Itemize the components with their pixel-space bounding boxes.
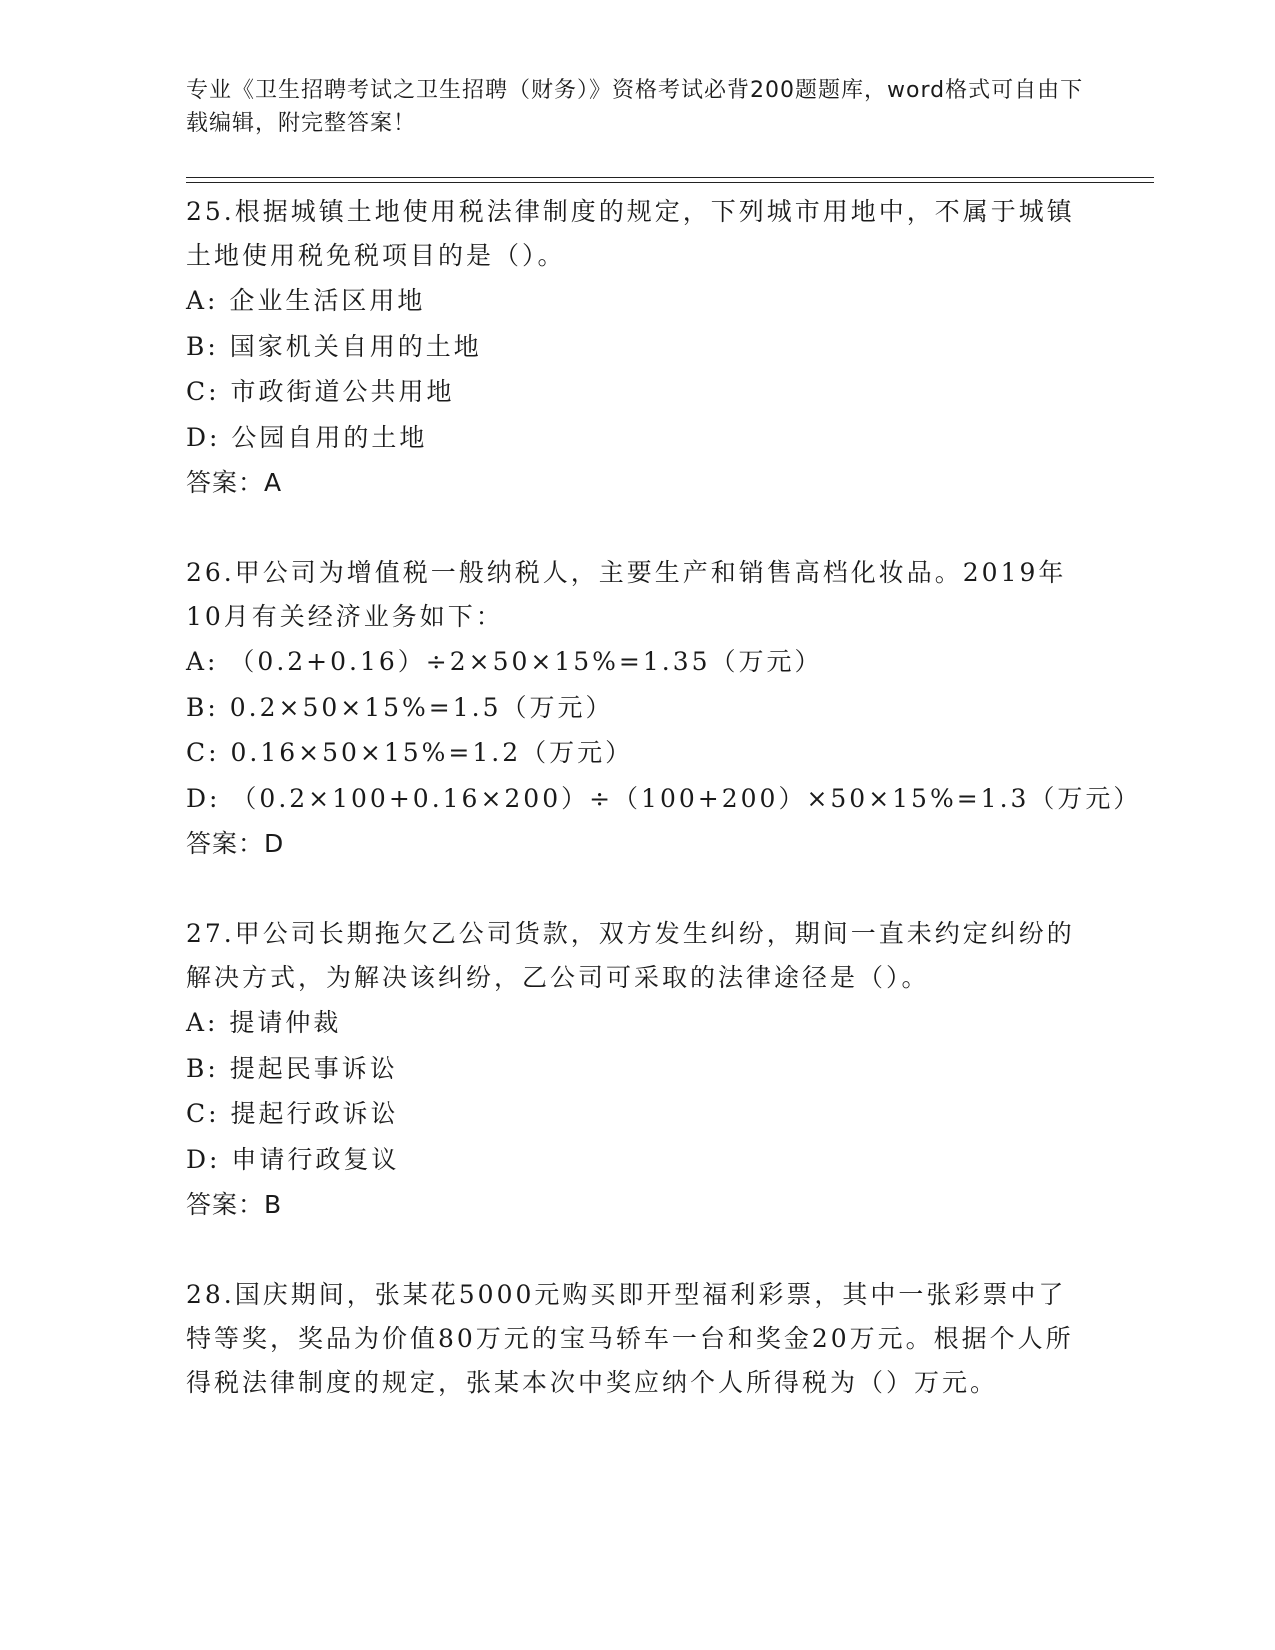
header-title: 专业《卫生招聘考试之卫生招聘（财务）》资格考试必背200题题库，word格式可自由下载编辑，附完整答案！ xyxy=(186,78,1084,136)
question-stem: 28.国庆期间，张某花5000元购买即开型福利彩票，其中一张彩票中了特等奖，奖品为价值80万元的宝马轿车一台和奖金20万元。根据个人所得税法律制度的规定，张某本次中奖应纳个人所得税为（）万元。 xyxy=(186,1280,1074,1397)
option-b: B: 提起民事诉讼 xyxy=(186,1053,398,1083)
option-b: B: 国家机关自用的土地 xyxy=(186,331,482,361)
question-spacer xyxy=(186,867,1086,912)
option-c: C: 市政街道公共用地 xyxy=(186,377,455,406)
header-divider-top xyxy=(186,177,1154,178)
question-stem: 27.甲公司长期拖欠乙公司货款，双方发生纠纷，期间一直未约定纠纷的解决方式，为解决该纠纷，乙公司可采取的法律途径是（）。 xyxy=(186,919,1075,992)
option-a: A: 提请仲裁 xyxy=(186,1008,342,1037)
option-d: D: 公园自用的土地 xyxy=(186,422,428,452)
question-list xyxy=(186,190,1142,1405)
question-27 xyxy=(186,912,1086,1228)
question-28 xyxy=(186,1273,1086,1405)
option-d: D: （0.2×100+0.16×200）÷（100+200）×50×15%=1.3（万元） xyxy=(186,783,1142,813)
header-divider-bottom xyxy=(186,182,1154,183)
question-stem: 26.甲公司为增值税一般纳税人，主要生产和销售高档化妆品。2019年10月有关经济业务如下： xyxy=(186,558,1067,631)
option-c: C: 提起行政诉讼 xyxy=(186,1099,399,1128)
question-25 xyxy=(186,190,1086,506)
question-26 xyxy=(186,551,1142,867)
answer-text: 答案：D xyxy=(186,829,285,858)
answer-text: 答案：B xyxy=(186,1190,283,1219)
option-a: A: 企业生活区用地 xyxy=(186,286,426,315)
question-spacer xyxy=(186,1228,1086,1273)
document-header xyxy=(186,74,1086,140)
answer-text: 答案：A xyxy=(186,468,283,497)
option-b: B: 0.2×50×15%=1.5（万元） xyxy=(186,692,614,722)
option-a: A: （0.2+0.16）÷2×50×15%=1.35（万元） xyxy=(186,647,823,676)
question-stem: 25.根据城镇土地使用税法律制度的规定，下列城市用地中，不属于城镇土地使用税免税项目的是（）。 xyxy=(186,197,1075,270)
option-d: D: 申请行政复议 xyxy=(186,1144,400,1174)
question-spacer xyxy=(186,506,1086,551)
option-c: C: 0.16×50×15%=1.2（万元） xyxy=(186,738,634,767)
